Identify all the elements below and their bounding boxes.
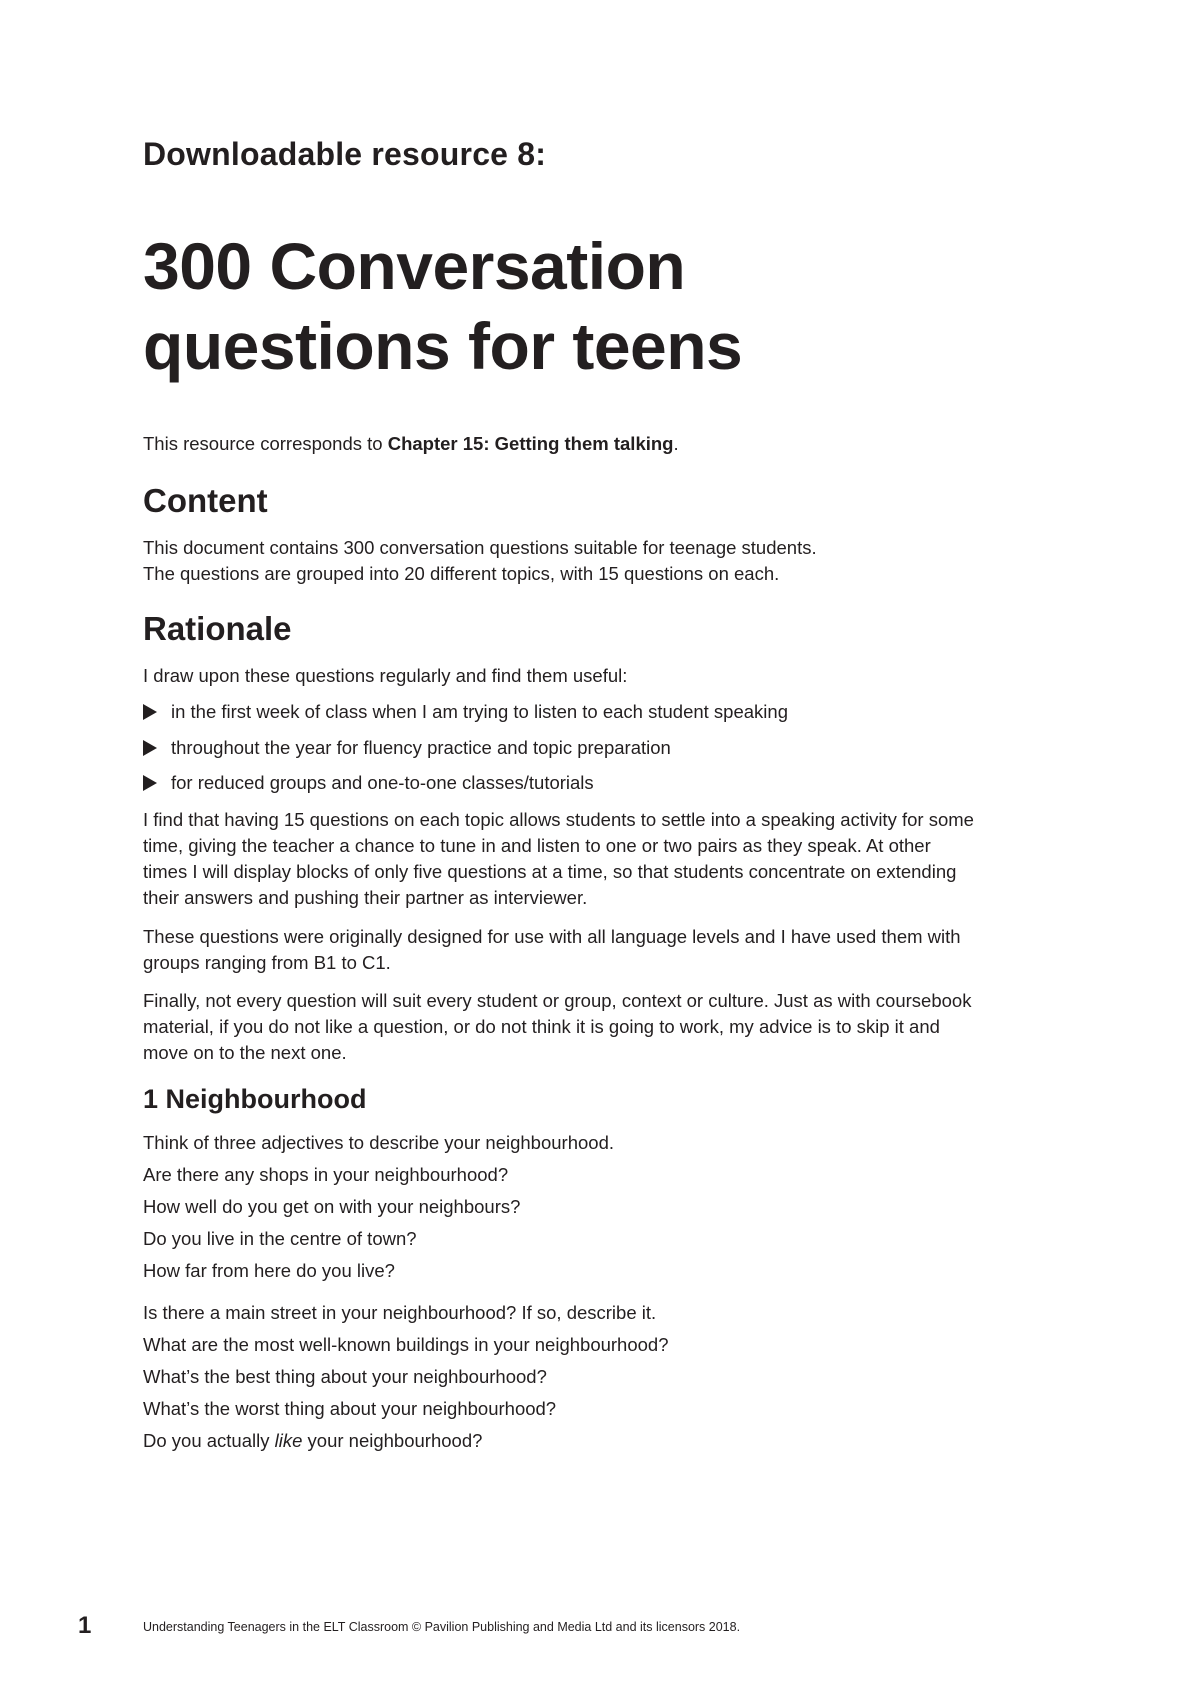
paragraph-line: Finally, not every question will suit every student or group, context or culture. Just as with coursebook (143, 990, 972, 1011)
rationale-paragraph-1 (143, 807, 1103, 911)
paragraph-line: their answers and pushing their partner as interviewer. (143, 887, 588, 908)
question-emphasis: like (274, 1430, 303, 1451)
question-item: How well do you get on with your neighbours? (143, 1196, 521, 1217)
triangle-bullet-icon (143, 775, 157, 791)
question-text: your neighbourhood? (302, 1430, 483, 1451)
paragraph-line: These questions were originally designed for use with all language levels and I have used them with (143, 926, 961, 947)
chapter-reference-suffix: . (673, 433, 679, 454)
bullet-text: in the first week of class when I am trying to listen to each student speaking (171, 701, 788, 722)
question-item: What’s the best thing about your neighbourhood? (143, 1366, 547, 1387)
paragraph-line: material, if you do not like a question, or do not think it is going to work, my advice is to skip it and (143, 1016, 940, 1037)
bullet-item (143, 770, 788, 806)
question-item: How far from here do you live? (143, 1260, 395, 1281)
triangle-bullet-icon (143, 704, 157, 720)
paragraph-line: time, giving the teacher a chance to tune in and listen to one or two pairs as they speak. At other (143, 835, 931, 856)
title-line-2: questions for teens (143, 309, 743, 383)
section-heading-neighbourhood: 1 Neighbourhood (143, 1084, 367, 1114)
chapter-reference (143, 433, 679, 455)
page-title (143, 226, 742, 386)
question-item: Do you live in the centre of town? (143, 1228, 417, 1249)
content-paragraph (143, 535, 1103, 587)
chapter-reference-prefix: This resource corresponds to (143, 433, 388, 454)
paragraph-line: groups ranging from B1 to C1. (143, 952, 391, 973)
bullet-item (143, 699, 788, 735)
question-list-block-1 (143, 1130, 614, 1290)
content-line: This document contains 300 conversation questions suitable for teenage students. (143, 537, 817, 558)
question-item: What’s the worst thing about your neighbourhood? (143, 1398, 557, 1419)
paragraph-line: times I will display blocks of only five questions at a time, so that students concentrate on extending (143, 861, 957, 882)
title-line-1: 300 Conversation (143, 229, 686, 303)
page-number: 1 (78, 1612, 92, 1639)
question-item (143, 1428, 669, 1460)
paragraph-line: I find that having 15 questions on each topic allows students to settle into a speaking activity for some (143, 809, 974, 830)
bullet-text: throughout the year for fluency practice and topic preparation (171, 736, 671, 758)
triangle-bullet-icon (143, 740, 157, 756)
question-item: Think of three adjectives to describe your neighbourhood. (143, 1132, 615, 1153)
question-item: Are there any shops in your neighbourhood? (143, 1164, 509, 1185)
question-item: What are the most well-known buildings in your neighbourhood? (143, 1334, 669, 1355)
bullet-text: for reduced groups and one-to-one classes/tutorials (171, 772, 594, 793)
rationale-bullet-list (143, 699, 788, 806)
rationale-heading: Rationale (143, 610, 292, 647)
content-line: The questions are grouped into 20 different topics, with 15 questions on each. (143, 563, 780, 584)
resource-kicker: Downloadable resource 8: (143, 136, 547, 172)
content-heading: Content (143, 482, 268, 519)
rationale-paragraph-3 (143, 988, 1103, 1066)
rationale-intro-line: I draw upon these questions regularly and find them useful: (143, 665, 628, 686)
rationale-paragraph-2 (143, 924, 1103, 976)
paragraph-line: move on to the next one. (143, 1042, 347, 1063)
footer-copyright: Understanding Teenagers in the ELT Classroom © Pavilion Publishing and Media Ltd and its licensors 2018. (143, 1620, 741, 1634)
chapter-reference-title: Chapter 15: Getting them talking (387, 433, 674, 454)
question-text: Do you actually (143, 1430, 275, 1451)
rationale-intro (143, 663, 1103, 689)
question-item: Is there a main street in your neighbourhood? If so, describe it. (143, 1302, 657, 1323)
bullet-item (143, 735, 788, 771)
question-list-block-2 (143, 1300, 669, 1460)
